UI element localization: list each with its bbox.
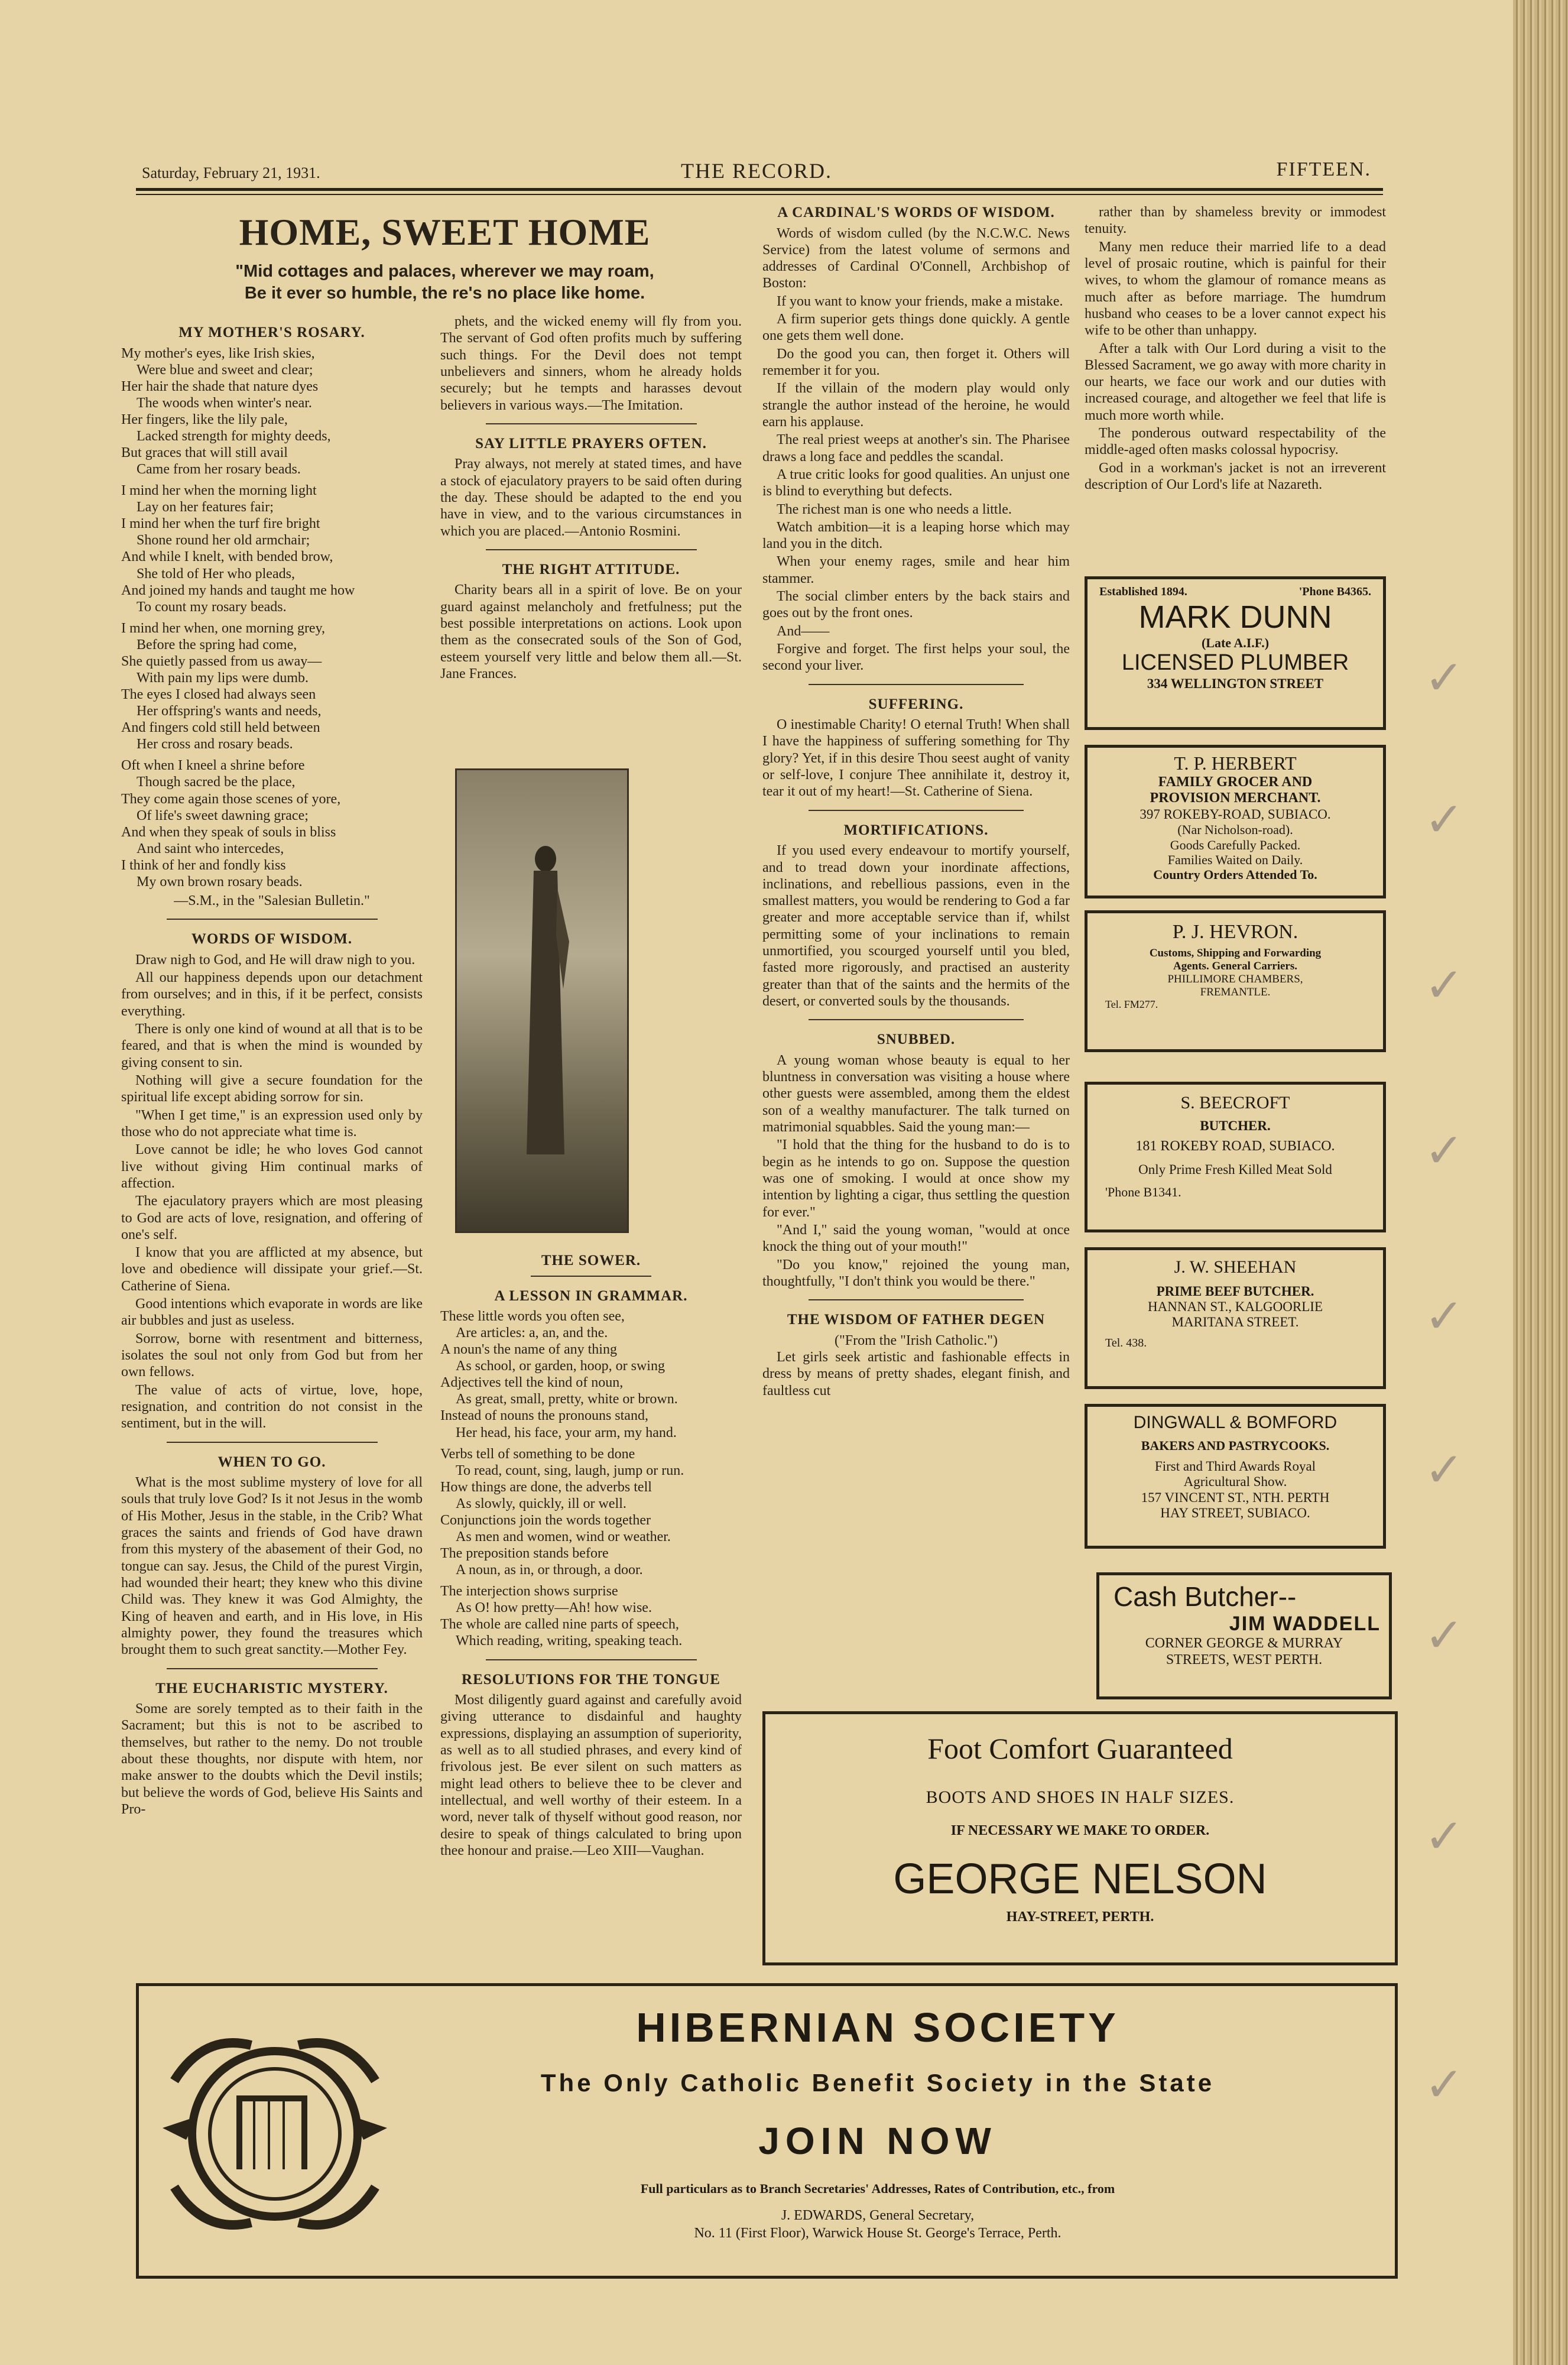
dunn-phone: 'Phone B4365. [1298,585,1371,598]
sower-figure [522,835,569,1166]
divider [809,810,1024,811]
nelson-l2: IF NECESSARY WE MAKE TO ORDER. [950,1823,1210,1838]
paragraph: Words of wisdom culled (by the N.C.W.C. News Service) from the latest volume of sermons and addresses of Cardinal O'Connell, Archbishop of Boston: [762,225,1070,291]
poem-line: Lay on her features fair; [137,499,274,515]
poem-line: Instead of nouns the pronouns stand, [440,1408,648,1424]
suffering-heading: SUFFERING. [868,696,964,712]
sower-caption: THE SOWER. [541,1253,641,1269]
hevron-l2: Agents. General Carriers. [1173,959,1297,972]
divider [809,1299,1024,1300]
nelson-l1: BOOTS AND SHOES IN HALF SIZES. [926,1787,1235,1807]
snubbed-heading: SNUBBED. [876,1031,956,1048]
paragraph: The social climber enters by the back stairs and goes out by the front ones. [762,589,1070,621]
paragraph: The real priest weeps at another's sin. The Pharisee draws a long face and peddles the scandal. [762,432,1070,465]
poem-line: Shone round her old armchair; [137,533,310,549]
wisdom-heading: WORDS OF WISDOM. [191,931,353,948]
hevron-l3: PHILLIMORE CHAMBERS, [1167,972,1303,985]
hevron-tel: Tel. FM277. [1105,998,1158,1011]
poem-line: The preposition stands before [440,1546,609,1562]
degen-heading: THE WISDOM OF FATHER DEGEN [787,1312,1046,1328]
herbert-l4: Families Waited on Daily. [1167,852,1303,868]
page-header [142,154,1371,189]
divider [531,1276,651,1277]
ad-hibernian-society [136,1983,1398,2279]
masthead-title: THE RECORD. [681,159,832,183]
nelson-address: HAY-STREET, PERTH. [1006,1909,1154,1925]
ad-waddell [1096,1572,1392,1699]
paragraph: Sorrow, borne with resentment and bitterness, isolates the soul not only from God but from her own fellows. [121,1331,423,1380]
poem-line: I mind her when, one morning grey, [121,620,326,636]
dunn-address: 334 WELLINGTON STREET [1147,676,1324,692]
paragraph: When your enemy rages, smile and hear him stammer. [762,554,1070,586]
hevron-name: P. J. HEVRON. [1172,921,1298,943]
poem-line: She quietly passed from us away— [121,653,322,669]
poem-line: She told of Her who pleads, [137,566,295,582]
poem-line: Adjectives tell the kind of noun, [440,1375,624,1391]
home-subtitle [139,261,751,305]
herbert-l3: Goods Carefully Packed. [1170,837,1301,852]
paragraph: All our happiness depends upon our detachment from ourselves; and in this, if it be perfect, consists everything. [121,970,423,1019]
paragraph: A young woman whose beauty is equal to her bluntness in conversation was visiting a house where other guests were assembled, among them the eldest son of a wealthy manufacturer. The talk turned on matrimonial squabbles. Said the young man:— [762,1052,1070,1136]
poem-line: And while I knelt, with bended brow, [121,549,333,565]
waddell-head: Cash Butcher-- [1113,1581,1297,1612]
paragraph: A firm superior gets things done quickly. A gentle one gets them well done. [762,312,1070,344]
beecroft-phone: 'Phone B1341. [1105,1184,1181,1199]
poem-line: Her cross and rosary beads. [137,737,293,752]
ad-herbert [1085,745,1386,898]
paragraph: "I hold that the thing for the husband to do is to begin as he intends to go on. Suppose the question was one of smoking. I would at once show my intention by lighting a cigar, thus settling the question for ever." [762,1137,1070,1220]
dingwall-l4: HAY STREET, SUBIACO. [1160,1506,1310,1521]
dingwall-trade: BAKERS AND PASTRYCOOKS. [1141,1438,1330,1453]
paragraph: Many men reduce their married life to a dead level of prosaic routine, which is painful for their wives, to whom the glamour of romance means as much after as before marriage. The humdrum husband who ceases to be a lover cannot expect his wife to be other than unhappy. [1085,239,1386,339]
paragraph: If you want to know your friends, make a mistake. [777,293,1063,309]
harp-emblem-icon [151,2010,399,2258]
pencil-mark: ✓ [1424,2057,1465,2112]
dingwall-name: DINGWALL & BOMFORD [1133,1413,1337,1432]
paragraph: "And I," said the young woman, "would at once knock the thing out of your mouth!" [762,1222,1070,1255]
home-banner [139,210,751,305]
binding-spine [1513,0,1568,2365]
paragraph: "Do you know," rejoined the young man, thoughtfully, "I don't think you would be there." [762,1257,1070,1289]
ad-george-nelson [762,1711,1398,1965]
attitude-text: Charity bears all in a spirit of love. Be on your guard against melancholy and fretfulness; put the best possible interpretations on actions. Look upon them as the consecrated souls of the Son of God, esteem yourself very little and below them all.—St. Jane Frances. [440,582,742,682]
degen-source: ("From the "Irish Catholic.") [834,1332,998,1348]
paragraph: rather than by shameless brevity or immodest tenuity. [1085,205,1386,237]
poem-line: I think of her and fondly kiss [121,857,286,873]
cardinal-list [762,225,1070,674]
paragraph: The ejaculatory prayers which are most pleasing to God are acts of love, resignation, and offering of one's self. [121,1193,423,1242]
beecroft-address: 181 ROKEBY ROAD, SUBIACO. [1135,1138,1335,1154]
paragraph: The ponderous outward respectability of the middle-aged often masks colossal hypocrisy. [1085,426,1386,458]
paragraph: Nothing will give a secure foundation for the spiritual life except abiding sorrow for sin. [121,1073,423,1105]
pencil-mark: ✓ [1424,958,1465,1013]
ad-hevron [1085,910,1386,1052]
poem-line: Her offspring's wants and needs, [137,703,322,719]
poem-line: But graces that will still avail [121,445,288,460]
paragraph: After a talk with Our Lord during a visit to the Blessed Sacrament, we go away with more charity in our hearts, we face our work and our duties with increased courage, and altogether we feel that life is much more worth while. [1085,340,1386,423]
poem-line: Before the spring had come, [137,637,297,653]
header-rule [136,188,1383,191]
ad-dingwall [1085,1404,1386,1549]
paragraph: I know that you are afflicted at my absence, but love and obedience will dissipate your grief.—St. Catherine of Siena. [121,1245,423,1294]
resolutions-text: Most diligently guard against and carefully avoid giving utterance to disdainful and haughty expressions, displaying an assumption of superiority, as well as to all studied phrases, and every kind of frivolous jest. Be ever silent on such matters as might lead others to believe thee to be clever and intellectual, and well worthy of their esteem. In a word, never talk of thyself without good reason, nor desire to speak of things calculated to bring upon thee honour and praise.—Leo XIII—Vaughan. [440,1692,742,1858]
dunn-est: Established 1894. [1099,585,1187,598]
paragraph: Watch ambition—it is a leaping horse which may land you in the ditch. [762,519,1070,552]
paragraph: Love cannot be idle; he who loves God cannot live without giving Him continual marks of affection. [121,1142,423,1191]
grammar-poem [440,1308,742,1650]
sheehan-name: J. W. SHEEHAN [1174,1257,1297,1277]
divider [809,684,1024,685]
dunn-late: (Late A.I.F.) [1201,635,1270,651]
poem-line: My own brown rosary beads. [137,874,303,890]
herbert-line1: FAMILY GROCER AND [1158,774,1313,790]
imitation-text: phets, and the wicked enemy will fly from you. The servant of God often profits much by suffering such things. For the Devil does not tempt unbelievers and sinners, whom he already holds securely; but he tempts and harasses devout believers in various ways.—The Imitation. [440,314,742,413]
poem-line: My mother's eyes, like Irish skies, [121,345,315,361]
pencil-mark: ✓ [1424,650,1465,705]
poem-line: The whole are called nine parts of speech, [440,1617,679,1633]
poem-line: As slowly, quickly, ill or well. [456,1495,626,1511]
herbert-l5: Country Orders Attended To. [1153,867,1317,883]
poem-line: A noun's the name of any thing [440,1342,617,1358]
poem-line: I mind her when the turf fire bright [121,516,320,532]
ad-mark-dunn [1085,576,1386,730]
poem-line: Were blue and sweet and clear; [137,362,313,378]
pencil-mark: ✓ [1424,1123,1465,1178]
poem-line: With pain my lips were dumb. [137,670,309,686]
divider [167,919,378,920]
herbert-near: (Nar Nicholson-road). [1177,822,1293,838]
paragraph: God in a workman's jacket is not an irreverent description of Our Lord's life at Nazareth. [1085,460,1386,492]
poem-line: How things are done, the adverbs tell [440,1479,652,1495]
suffering-text: O inestimable Charity! O eternal Truth! When shall I have the happiness of suffering something for Thy glory? Yet, if in this desire Thou seest aught of vanity or self-love, I conjure Thee annihilate it, destroy it, tear it out of my heart!—St. Catherine of Siena. [762,717,1070,800]
hibernian-l1: Full particulars as to Branch Secretaries' Addresses, Rates of Contribution, etc., from [640,2181,1115,2196]
herbert-address: 397 ROKEBY-ROAD, SUBIACO. [1140,806,1331,822]
pencil-mark: ✓ [1424,1289,1465,1344]
poem-line: And joined my hands and taught me how [121,582,355,598]
poem-line: Which reading, writing, speaking teach. [456,1633,683,1649]
beecroft-name: S. BEECROFT [1180,1093,1290,1112]
paragraph: Draw nigh to God, and He will draw nigh to you. [135,952,415,968]
pencil-mark: ✓ [1424,1608,1465,1663]
poem-line: Verbs tell of something to be done [440,1446,635,1462]
herbert-line2: PROVISION MERCHANT. [1150,790,1321,806]
sheehan-tel: Tel. 438. [1105,1336,1147,1349]
poem-line: As O! how pretty—Ah! how wise. [456,1600,652,1616]
nelson-name: GEORGE NELSON [893,1855,1267,1903]
pencil-mark: ✓ [1424,1809,1465,1864]
wisdom-list [121,952,423,1432]
sheehan-l2: MARITANA STREET. [1171,1315,1299,1330]
poem-line: Are articles: a, an, and the. [456,1325,608,1341]
divider [809,1019,1024,1020]
rosary-credit: —S.M., in the "Salesian Bulletin." [174,893,370,909]
paragraph: There is only one kind of wound at all that is to be feared, and that is when the mind is wounded by giving consent to sin. [121,1021,423,1070]
eucharistic-text: Some are sorely tempted as to their faith in the Sacrament; but this is not to be ascribed to themselves, but rather to the nemy. Do not trouble about these thoughts, nor dispute with htem, nor make answer to the doubts which the Devil instils; but believe the words of God, believe His Saints and Pro- [121,1701,423,1817]
herbert-name: T. P. HERBERT [1174,752,1297,774]
eucharistic-heading: THE EUCHARISTIC MYSTERY. [155,1680,388,1696]
divider [167,1668,378,1669]
poem-line: A noun, as in, or through, a door. [456,1562,643,1578]
paragraph: Do the good you can, then forget it. Others will remember it for you. [762,346,1070,378]
poem-line: Lacked strength for mighty deeds, [137,428,331,444]
paragraph: Forgive and forget. The first helps your soul, the second your liver. [762,641,1070,674]
hevron-l1: Customs, Shipping and Forwarding [1149,947,1322,960]
divider [486,549,697,550]
prayers-text: Pray always, not merely at stated times, and have a stock of ejaculatory prayers to be said often during the day. These should be adapted to the end you have in view, and to the various circumstances in which you are placed.—Antonio Rosmini. [440,456,742,539]
paragraph: "When I get time," is an expression used only by those who do not appreciate what time is. [121,1107,423,1140]
poem-line: The interjection shows surprise [440,1584,618,1600]
prayers-heading: SAY LITTLE PRAYERS OFTEN. [475,435,707,452]
home-subtitle-line2: Be it ever so humble, the re's no place like home. [244,284,645,303]
dingwall-l2: Agricultural Show. [1183,1474,1287,1490]
poem-line: The eyes I closed had always seen [121,687,316,703]
column-4 [1085,204,1386,494]
poem-line: As great, small, pretty, white or brown. [456,1391,678,1407]
poem-line: Her hair the shade that nature dyes [121,378,319,394]
dingwall-l3: 157 VINCENT ST., NTH. PERTH [1141,1490,1330,1505]
poem-line: And when they speak of souls in bliss [121,824,336,840]
poem-line: Though sacred be the place, [137,774,296,790]
dunn-name: MARK DUNN [1138,599,1332,635]
snubbed-text [762,1052,1070,1290]
resolutions-heading: RESOLUTIONS FOR THE TONGUE [462,1671,720,1688]
sower-picture [455,768,629,1233]
cardinal-heading: A CARDINAL'S WORDS OF WISDOM. [777,205,1055,220]
poem-line: To count my rosary beads. [137,599,287,615]
paragraph: If the villain of the modern play would only strangle the author instead of the heroine, he would earn his applause. [762,381,1070,430]
poem-line: And fingers cold still held between [121,720,320,736]
beecroft-trade: BUTCHER. [1200,1118,1271,1133]
pencil-mark: ✓ [1424,792,1465,847]
poem-line: To read, count, sing, laugh, jump or run. [456,1462,684,1478]
divider [486,1659,697,1660]
divider [486,423,697,424]
dunn-trade: LICENSED PLUMBER [1121,650,1349,676]
sheehan-trade: PRIME BEEF BUTCHER. [1156,1283,1314,1299]
rosary-poem [121,345,423,891]
waddell-name: JIM WADDELL [1229,1612,1381,1635]
rosary-heading: MY MOTHER'S ROSARY. [178,325,365,340]
beecroft-l1: Only Prime Fresh Killed Meat Sold [1138,1162,1332,1177]
column-2 [440,313,742,683]
mortifications-text: If you used every endeavour to mortify yourself, and to tread down your inordinate affections, inclinations, and rebellious passions, even in the smallest matters, you would be rendering to God a far greater and more acceptable service than if, whilst permitting some of your inclinations to remain unmortified, you scourged yourself until you bled, fasted more rigorously, and practised an austerity greater than that of the saints and the hermits of the desert, or converted souls by the thousands. [762,843,1070,1009]
column-3 [762,204,1070,1400]
grammar-heading: A LESSON IN GRAMMAR. [494,1287,688,1304]
paragraph: And—— [777,623,830,639]
poem-line: Came from her rosary beads. [137,462,301,478]
poem-line: As men and women, wind or weather. [456,1529,671,1545]
hibernian-l2: J. EDWARDS, General Secretary, [781,2208,975,2223]
poem-line: As school, or garden, hoop, or swing [456,1358,665,1374]
header-rule-thin [136,194,1383,195]
nelson-head: Foot Comfort Guaranteed [927,1732,1233,1765]
poem-line: Her fingers, like the lily pale, [121,411,288,427]
hevron-l4: FREMANTLE. [1200,985,1271,998]
go-heading: WHEN TO GO. [217,1454,326,1470]
poem-line: And saint who intercedes, [137,841,284,857]
pencil-mark: ✓ [1424,1442,1465,1497]
poem-line: Of life's sweet dawning grace; [137,807,309,823]
hibernian-l3: No. 11 (First Floor), Warwick House St. George's Terrace, Perth. [694,2225,1061,2241]
attitude-heading: THE RIGHT ATTITUDE. [502,561,680,578]
waddell-l1: CORNER GEORGE & MURRAY [1145,1635,1343,1651]
mortifications-heading: MORTIFICATIONS. [843,822,989,838]
divider [167,1442,378,1443]
column-2-lower [440,1247,742,1860]
poem-line: Conjunctions join the words together [440,1512,651,1528]
hibernian-cta: JOIN NOW [758,2120,997,2162]
go-text: What is the most sublime mystery of love for all souls that truly love God? Is it not Jesus in the womb of His Mother, Jesus in the stable, in the Crib? What graces the saints and friends of God have drawn from this mystery of the abasement of their God, no tongue can say. Jesus, the Child of the purest Virgin, had wounded their heart; they knew who this divine Child was. They knew it was God Almighty, the King of heaven and earth, and in His love, in His almighty power, they found the treasures which brought them to such great sanctity.—Mother Fey. [121,1475,423,1658]
sheehan-l1: HANNAN ST., KALGOORLIE [1148,1299,1323,1314]
column-1 [121,313,423,1819]
degen-text: Let girls seek artistic and fashionable effects in dress by means of pretty shades, elegant finish, and faultless cut [762,1349,1070,1399]
poem-line: Oft when I kneel a shrine before [121,758,305,774]
poem-line: These little words you often see, [440,1309,625,1324]
ad-sheehan [1085,1247,1386,1389]
poem-line: Her head, his face, your arm, my hand. [456,1425,677,1441]
hibernian-title: HIBERNIAN SOCIETY [636,2004,1119,2051]
waddell-l2: STREETS, WEST PERTH. [1166,1652,1323,1667]
page-number: FIFTEEN. [1276,158,1371,180]
paragraph: The richest man is one who needs a little. [777,501,1012,517]
poem-line: I mind her when the morning light [121,483,317,499]
ad-beecroft [1085,1082,1386,1232]
hibernian-tagline: The Only Catholic Benefit Society in the State [540,2069,1215,2097]
home-title: HOME, SWEET HOME [239,211,651,253]
paragraph: A true critic looks for good qualities. An unjust one is blind to everything but defects. [762,466,1070,499]
poem-line: The woods when winter's near. [137,395,312,411]
home-subtitle-line1: "Mid cottages and palaces, wherever we may roam, [235,261,654,281]
paragraph: The value of acts of virtue, love, hope, resignation, and contrition do not consist in the sentiment, but in the will. [121,1382,423,1432]
poem-line: They come again those scenes of yore, [121,791,341,807]
issue-date: Saturday, February 21, 1931. [142,164,320,181]
dingwall-l1: First and Third Awards Royal [1154,1458,1316,1474]
paragraph: Good intentions which evaporate in words are like air bubbles and just as useless. [121,1296,423,1329]
